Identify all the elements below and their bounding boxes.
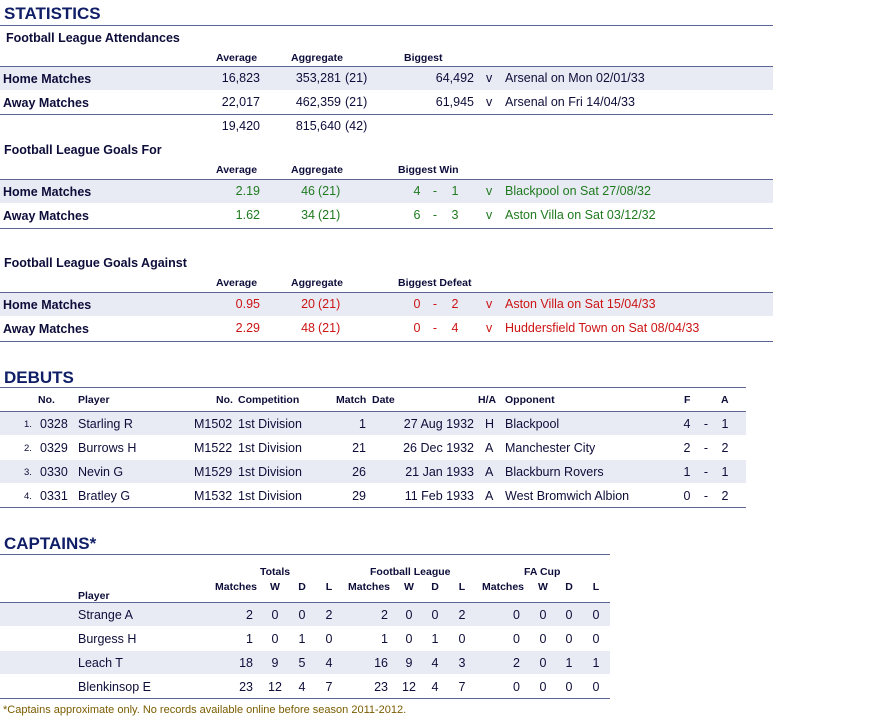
col-header-w: W xyxy=(538,581,548,593)
aggregate-value: 462,359 xyxy=(295,95,341,109)
col-header-matches: Matches xyxy=(215,581,258,593)
competition: 1st Division xyxy=(238,489,302,503)
col-header-w: W xyxy=(404,581,414,593)
totals-d: 5 xyxy=(298,656,306,670)
col-header-match: Match xyxy=(336,394,367,406)
col-header-aggregate: Aggregate xyxy=(291,164,343,176)
score-dash: - xyxy=(703,441,709,455)
col-header-a: A xyxy=(721,394,729,406)
opponent: Blackpool xyxy=(505,417,560,431)
league-w: 0 xyxy=(405,608,413,622)
league-matches: 2 xyxy=(381,608,388,622)
opponent: West Bromwich Albion xyxy=(505,489,630,503)
match-number: M1532 xyxy=(194,489,233,503)
col-header-l: L xyxy=(325,581,333,593)
score-against: 2 xyxy=(451,297,459,311)
col-header-l: L xyxy=(458,581,466,593)
versus-label: v xyxy=(486,95,493,109)
biggest-detail: Arsenal on Fri 14/04/33 xyxy=(505,95,635,109)
totals-l: 4 xyxy=(325,656,333,670)
player-number: 0329 xyxy=(40,441,68,455)
row-band xyxy=(0,180,773,203)
score-for: 1 xyxy=(683,465,691,479)
group-header-league: Football League xyxy=(370,566,451,578)
row-index: 1. xyxy=(24,419,32,430)
col-header-aggregate: Aggregate xyxy=(291,52,343,64)
totals-l: 0 xyxy=(325,632,333,646)
score-dash: - xyxy=(432,321,438,335)
player-number: 0328 xyxy=(40,417,68,431)
facup-matches: 0 xyxy=(513,632,520,646)
totals-d: 4 xyxy=(298,680,306,694)
match-date: 21 Jan 1933 xyxy=(405,465,474,479)
versus-label: v xyxy=(486,321,493,335)
league-matches: 1 xyxy=(381,632,388,646)
aggregate-value: 34 xyxy=(301,208,315,222)
row-band xyxy=(0,293,773,316)
col-header-biggest-defeat: Biggest Defeat xyxy=(398,277,472,289)
games-count: (21) xyxy=(318,321,341,335)
player-name: Blenkinsop E xyxy=(78,680,151,694)
competition: 1st Division xyxy=(238,441,302,455)
match-number: M1529 xyxy=(194,465,233,479)
facup-w: 0 xyxy=(539,608,547,622)
match-count: 21 xyxy=(352,441,366,455)
player-name: Burrows H xyxy=(78,441,137,455)
row-index: 2. xyxy=(24,443,32,454)
row-index: 3. xyxy=(24,467,32,478)
score-dash: - xyxy=(432,184,438,198)
totals-w: 12 xyxy=(268,680,282,694)
totals-matches: 1 xyxy=(246,632,253,646)
biggest-detail: Blackpool on Sat 27/08/32 xyxy=(505,184,651,198)
player-name: Burgess H xyxy=(78,632,137,646)
row-band xyxy=(0,67,773,90)
biggest-detail: Arsenal on Mon 02/01/33 xyxy=(505,71,645,85)
col-header-biggest-win: Biggest Win xyxy=(398,164,459,176)
league-l: 7 xyxy=(458,680,466,694)
col-header-d: D xyxy=(298,581,306,593)
group-header-facup: FA Cup xyxy=(524,566,561,578)
league-d: 0 xyxy=(431,608,439,622)
score-against: 3 xyxy=(451,208,459,222)
player-name: Strange A xyxy=(78,608,133,622)
facup-d: 0 xyxy=(565,632,573,646)
score-for: 4 xyxy=(413,184,421,198)
captains-footnote: *Captains approximate only. No records available online before season 2011-2012. xyxy=(3,704,407,716)
competition: 1st Division xyxy=(238,417,302,431)
total-games: (42) xyxy=(345,119,368,133)
match-count: 1 xyxy=(359,417,366,431)
row-label: Away Matches xyxy=(3,209,89,223)
league-d: 4 xyxy=(431,680,439,694)
score-for: 4 xyxy=(683,417,691,431)
score-for: 2 xyxy=(683,441,691,455)
col-header-date: Date xyxy=(372,394,395,406)
score-against: 1 xyxy=(721,465,729,479)
opponent: Manchester City xyxy=(505,441,596,455)
games-count: (21) xyxy=(318,184,341,198)
match-number: M1522 xyxy=(194,441,233,455)
score-dash: - xyxy=(703,417,709,431)
col-header-match-no: No. xyxy=(216,394,233,406)
row-label: Away Matches xyxy=(3,322,89,336)
aggregate-value: 46 xyxy=(301,184,315,198)
facup-w: 0 xyxy=(539,656,547,670)
score-against: 4 xyxy=(451,321,459,335)
score-dash: - xyxy=(703,489,709,503)
player-name: Starling R xyxy=(78,417,133,431)
match-count: 26 xyxy=(352,465,366,479)
player-number: 0330 xyxy=(40,465,68,479)
biggest-value: 64,492 xyxy=(435,71,474,85)
biggest-value: 61,945 xyxy=(435,95,474,109)
score-dash: - xyxy=(432,208,438,222)
league-matches: 23 xyxy=(374,680,388,694)
col-header-matches: Matches xyxy=(348,581,391,593)
col-header-average: Average xyxy=(216,164,258,176)
average-value: 1.62 xyxy=(235,208,260,222)
col-header-w: W xyxy=(270,581,280,593)
col-header-no: No. xyxy=(38,394,55,406)
home-away: H xyxy=(485,417,495,431)
debuts-title: DEBUTS xyxy=(4,368,74,387)
league-d: 1 xyxy=(431,632,439,646)
player-name: Bratley G xyxy=(78,489,131,503)
facup-d: 0 xyxy=(565,608,573,622)
attendances-title: Football League Attendances xyxy=(6,31,180,45)
col-header-ha: H/A xyxy=(478,394,497,406)
col-header-average: Average xyxy=(216,52,258,64)
totals-l: 2 xyxy=(325,608,333,622)
captains-title: CAPTAINS* xyxy=(4,534,97,553)
total-average: 19,420 xyxy=(221,119,260,133)
games-count: (21) xyxy=(345,71,368,85)
facup-matches: 0 xyxy=(513,608,520,622)
games-count: (21) xyxy=(345,95,368,109)
facup-l: 1 xyxy=(592,656,600,670)
facup-w: 0 xyxy=(539,632,547,646)
totals-l: 7 xyxy=(325,680,333,694)
match-count: 29 xyxy=(352,489,366,503)
row-index: 4. xyxy=(24,491,32,502)
score-dash: - xyxy=(432,297,438,311)
versus-label: v xyxy=(486,297,493,311)
col-header-opponent: Opponent xyxy=(505,394,555,406)
col-header-player: Player xyxy=(78,590,110,602)
biggest-detail: Aston Villa on Sat 03/12/32 xyxy=(505,208,656,222)
match-number: M1502 xyxy=(194,417,233,431)
row-label: Home Matches xyxy=(3,72,92,86)
aggregate-value: 20 xyxy=(301,297,315,311)
player-number: 0331 xyxy=(40,489,68,503)
opponent: Blackburn Rovers xyxy=(505,465,604,479)
goals-for-title: Football League Goals For xyxy=(4,143,162,157)
facup-l: 0 xyxy=(592,632,600,646)
row-label: Home Matches xyxy=(3,298,92,312)
col-header-d: D xyxy=(565,581,573,593)
average-value: 0.95 xyxy=(235,297,260,311)
match-date: 11 Feb 1933 xyxy=(404,489,474,503)
totals-matches: 2 xyxy=(246,608,253,622)
league-d: 4 xyxy=(431,656,439,670)
col-header-competition: Competition xyxy=(238,394,300,406)
average-value: 22,017 xyxy=(221,95,260,109)
col-header-d: D xyxy=(431,581,439,593)
home-away: A xyxy=(485,465,494,479)
totals-w: 0 xyxy=(271,632,279,646)
average-value: 2.29 xyxy=(235,321,260,335)
versus-label: v xyxy=(486,184,493,198)
col-header-biggest: Biggest xyxy=(404,52,443,64)
score-against: 2 xyxy=(721,441,729,455)
competition: 1st Division xyxy=(238,465,302,479)
games-count: (21) xyxy=(318,297,341,311)
totals-d: 0 xyxy=(298,608,306,622)
league-w: 9 xyxy=(405,656,413,670)
facup-l: 0 xyxy=(592,680,600,694)
player-name: Nevin G xyxy=(78,465,124,479)
home-away: A xyxy=(485,441,494,455)
score-for: 6 xyxy=(413,208,421,222)
totals-w: 9 xyxy=(271,656,279,670)
score-dash: - xyxy=(703,465,709,479)
average-value: 16,823 xyxy=(221,71,260,85)
group-header-totals: Totals xyxy=(260,566,291,578)
statistics-title: STATISTICS xyxy=(4,4,101,23)
match-date: 26 Dec 1932 xyxy=(403,441,474,455)
league-l: 2 xyxy=(458,608,466,622)
versus-label: v xyxy=(486,208,493,222)
league-w: 12 xyxy=(402,680,416,694)
goals-against-title: Football League Goals Against xyxy=(4,256,187,270)
section-divider xyxy=(0,25,773,26)
totals-w: 0 xyxy=(271,608,279,622)
biggest-detail: Huddersfield Town on Sat 08/04/33 xyxy=(505,321,700,335)
totals-matches: 23 xyxy=(239,680,253,694)
match-date: 27 Aug 1932 xyxy=(403,417,474,431)
aggregate-value: 48 xyxy=(301,321,315,335)
versus-label: v xyxy=(486,71,493,85)
score-for: 0 xyxy=(683,489,691,503)
facup-d: 1 xyxy=(565,656,573,670)
col-header-player: Player xyxy=(78,394,110,406)
col-header-l: L xyxy=(592,581,600,593)
score-for: 0 xyxy=(413,321,421,335)
col-header-average: Average xyxy=(216,277,258,289)
league-l: 0 xyxy=(458,632,466,646)
games-count: (21) xyxy=(318,208,341,222)
row-label: Home Matches xyxy=(3,185,92,199)
average-value: 2.19 xyxy=(235,184,260,198)
facup-d: 0 xyxy=(565,680,573,694)
aggregate-value: 353,281 xyxy=(295,71,341,85)
score-for: 0 xyxy=(413,297,421,311)
total-aggregate: 815,640 xyxy=(295,119,341,133)
league-l: 3 xyxy=(458,656,466,670)
score-against: 2 xyxy=(721,489,729,503)
facup-matches: 0 xyxy=(513,680,520,694)
totals-d: 1 xyxy=(298,632,306,646)
facup-w: 0 xyxy=(539,680,547,694)
score-against: 1 xyxy=(451,184,459,198)
league-matches: 16 xyxy=(374,656,388,670)
player-name: Leach T xyxy=(78,656,123,670)
score-against: 1 xyxy=(721,417,729,431)
facup-matches: 2 xyxy=(513,656,520,670)
col-header-matches: Matches xyxy=(482,581,525,593)
league-w: 0 xyxy=(405,632,413,646)
biggest-detail: Aston Villa on Sat 15/04/33 xyxy=(505,297,656,311)
home-away: A xyxy=(485,489,494,503)
col-header-aggregate: Aggregate xyxy=(291,277,343,289)
facup-l: 0 xyxy=(592,608,600,622)
row-label: Away Matches xyxy=(3,96,89,110)
col-header-f: F xyxy=(684,394,691,406)
totals-matches: 18 xyxy=(239,656,253,670)
